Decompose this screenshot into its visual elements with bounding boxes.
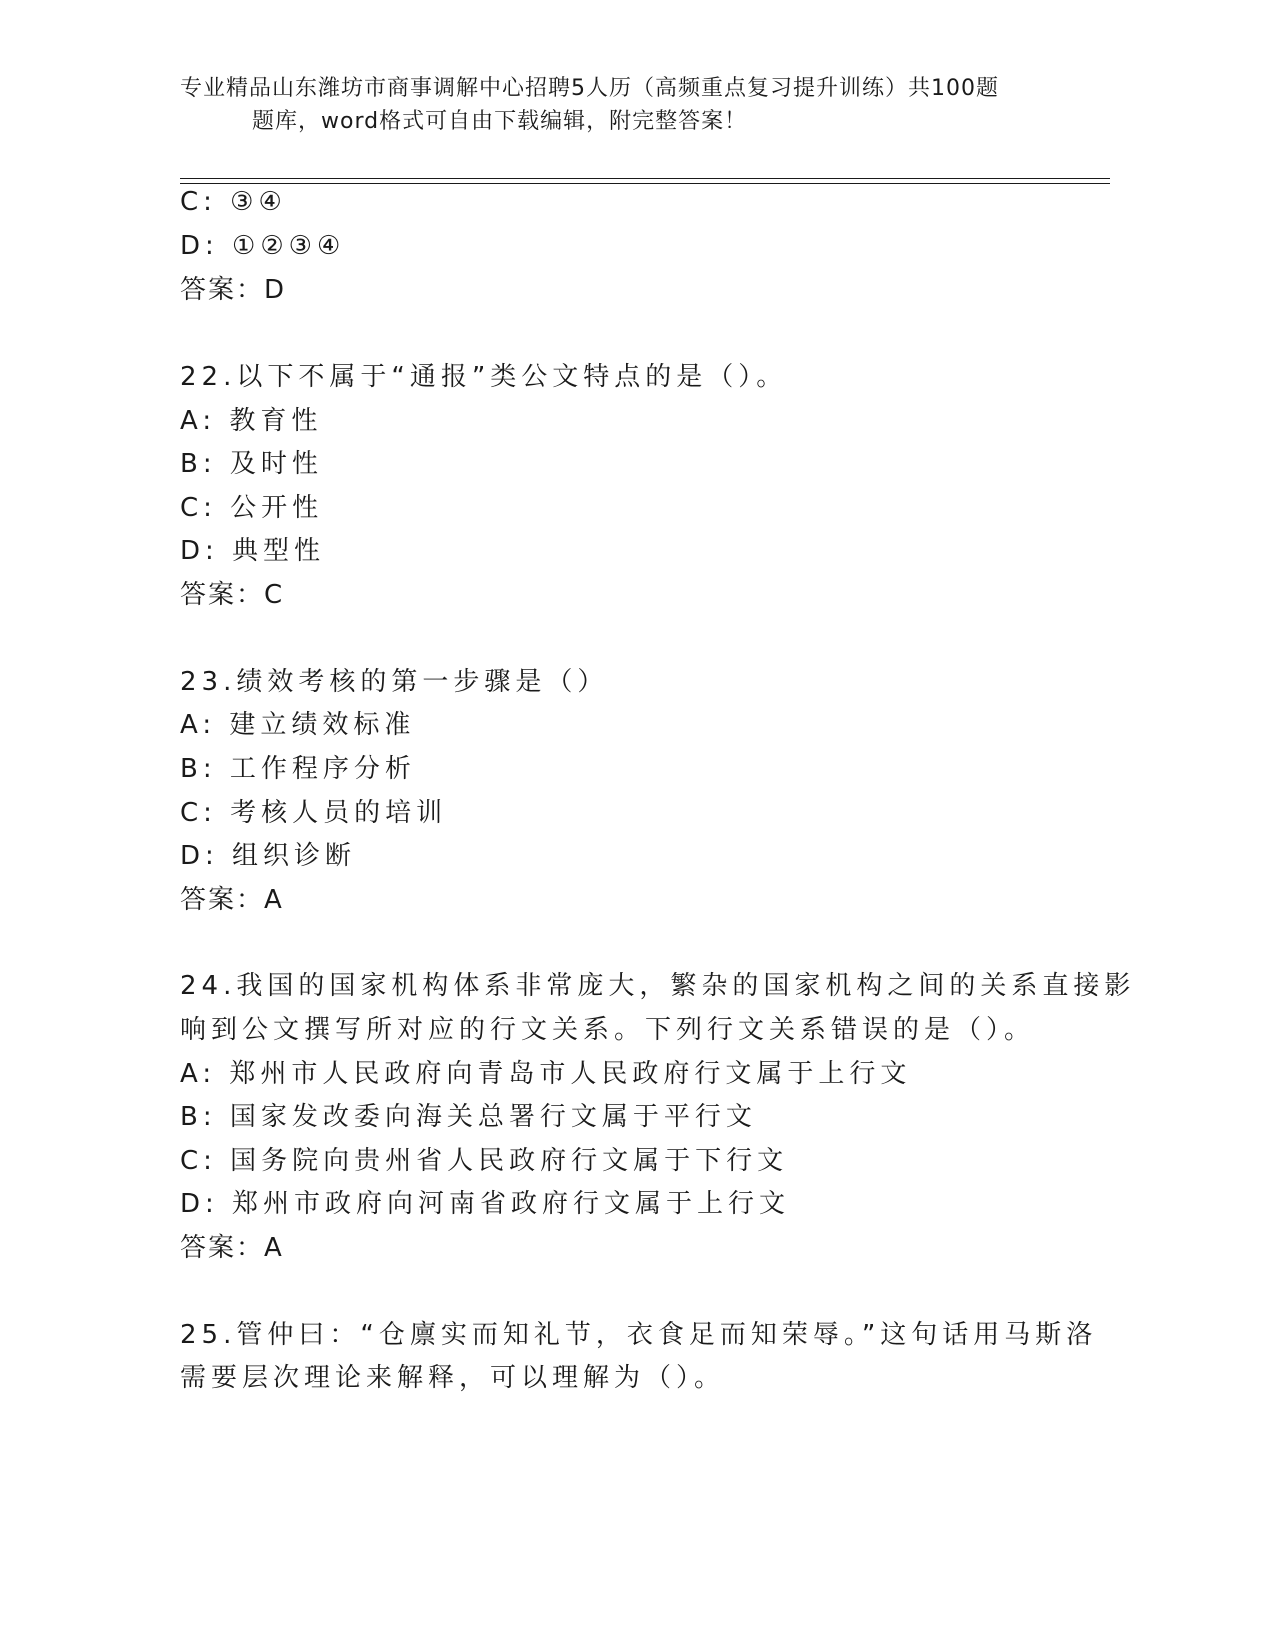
q24-stem-line2: 响到公文撰写所对应的行文关系。下列行文关系错误的是（）。 (180, 1015, 1036, 1045)
q23-stem: 23.绩效考核的第一步骤是（） (180, 667, 609, 697)
q23-option-d: D: 组织诊断 (180, 841, 357, 871)
q24-option-c: C: 国务院向贵州省人民政府行文属于下行文 (180, 1146, 789, 1176)
q23-option-b: B: 工作程序分析 (180, 754, 416, 784)
header-divider-top (180, 178, 1110, 179)
header-divider-bottom (180, 183, 1110, 184)
q21-option-d: D: ①②③④ (180, 231, 346, 261)
q21-option-c: C: ③④ (180, 187, 287, 217)
q23-option-a: A: 建立绩效标准 (180, 710, 416, 740)
q21-answer: 答案：D (180, 275, 287, 305)
q25-stem-line2: 需要层次理论来解释，可以理解为（）。 (180, 1363, 726, 1393)
header-title-line1: 专业精品山东潍坊市商事调解中心招聘5人历（高频重点复习提升训练）共100题 (180, 76, 999, 101)
q25-stem-line1: 25.管仲曰：“仓廪实而知礼节，衣食足而知荣辱。”这句话用马斯洛 (180, 1320, 1098, 1350)
q24-option-a: A: 郑州市人民政府向青岛市人民政府行文属于上行文 (180, 1059, 912, 1089)
q24-option-d: D: 郑州市政府向河南省政府行文属于上行文 (180, 1189, 791, 1219)
q23-answer: 答案：A (180, 885, 284, 915)
q22-option-c: C: 公开性 (180, 493, 324, 523)
q24-answer: 答案：A (180, 1233, 284, 1263)
q22-option-d: D: 典型性 (180, 536, 326, 566)
document-header (180, 72, 1110, 138)
q23-option-c: C: 考核人员的培训 (180, 798, 448, 828)
q22-option-b: B: 及时性 (180, 449, 323, 479)
q22-stem: 22.以下不属于“通报”类公文特点的是（）。 (180, 362, 788, 392)
q24-stem-line1: 24.我国的国家机构体系非常庞大，繁杂的国家机构之间的关系直接影 (180, 971, 1136, 1001)
q24-option-b: B: 国家发改委向海关总署行文属于平行文 (180, 1102, 757, 1132)
header-title-line2: 题库，word格式可自由下载编辑，附完整答案！ (252, 109, 748, 134)
q22-answer: 答案：C (180, 580, 285, 610)
q22-option-a: A: 教育性 (180, 406, 323, 436)
